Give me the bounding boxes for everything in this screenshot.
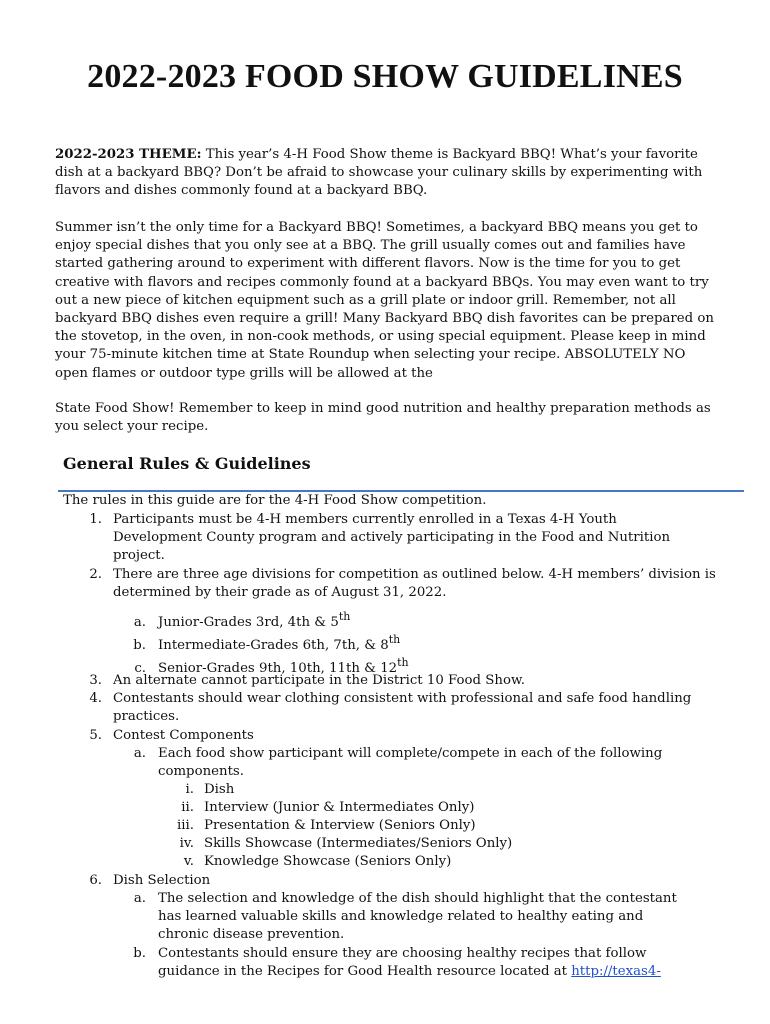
rule-6a-line-1: The selection and knowledge of the dish should highlight that the contestant xyxy=(158,891,677,906)
rule-6b-line-2 xyxy=(158,963,661,981)
theme-text: This year’s 4-H Food Show theme is Backyard BBQ! What’s your favorite dish at a backyard BBQ? Don’t be afraid to showcase your culinary skills by experimenting with flavors and dishes commonly found at a backyard BBQ. xyxy=(55,147,703,199)
component-i-numeral: i. xyxy=(185,782,194,797)
component-skills-showcase: Skills Showcase (Intermediates/Seniors Only) xyxy=(204,836,513,851)
component-interview: Interview (Junior & Intermediates Only) xyxy=(204,800,475,815)
component-iv-numeral: iv. xyxy=(179,836,194,851)
rule-6a-letter: a. xyxy=(133,891,146,906)
rule-6b-letter: b. xyxy=(133,946,146,961)
rule-5-text: Contest Components xyxy=(113,728,254,743)
division-intermediate xyxy=(158,633,401,655)
division-junior-sup: th xyxy=(338,610,351,623)
intro-paragraph-3: State Food Show! Remember to keep in mind good nutrition and healthy preparation methods as you select your recipe. xyxy=(55,401,711,435)
rule-2-line-1: There are three age divisions for competition as outlined below. 4-H members’ division is xyxy=(113,567,716,582)
division-intermediate-text: Intermediate-Grades 6th, 7th, & 8 xyxy=(158,638,389,653)
division-b-letter: b. xyxy=(133,638,146,653)
rule-5a-line-2: components. xyxy=(158,764,244,779)
rule-3-number: 3. xyxy=(89,673,102,688)
rule-4-number: 4. xyxy=(89,691,102,706)
division-senior-text: Senior-Grades 9th, 10th, 11th & 12 xyxy=(158,661,398,676)
division-senior-sup: th xyxy=(397,656,409,669)
rule-4-line-2: practices. xyxy=(113,709,180,724)
rule-6-number: 6. xyxy=(89,873,102,888)
rule-2-number: 2. xyxy=(89,567,102,582)
rule-5a-letter: a. xyxy=(133,746,146,761)
component-presentation: Presentation & Interview (Seniors Only) xyxy=(204,818,476,833)
section-lead: The rules in this guide are for the 4-H Food Show competition. xyxy=(63,493,487,508)
rule-2-line-2: determined by their grade as of August 31, 2022. xyxy=(113,585,447,600)
theme-label: 2022-2023 THEME: xyxy=(55,147,202,162)
rule-1-line-1: Participants must be 4-H members currently enrolled in a Texas 4-H Youth xyxy=(113,512,617,527)
division-intermediate-sup: th xyxy=(388,633,401,646)
rule-1-line-2: Development County program and actively participating in the Food and Nutrition xyxy=(113,530,671,545)
division-junior xyxy=(158,610,351,632)
intro-paragraph-2: Summer isn’t the only time for a Backyard BBQ! Sometimes, a backyard BBQ means you get to enjoy special dishes that you only see at a BBQ. The grill usually comes out and families have started gathering around to experiment with different flavors. Now is the time for you to get creative with flavors and recipes commonly found at a backyard BBQs. You may even want to try out a new piece of kitchen equipment such as a grill plate or indoor grill. Remember, not all backyard BBQ dishes even require a grill! Many Backyard BBQ dish favorites can be prepared on the stovetop, in the oven, in non-cook methods, or using special equipment. Please keep in mind your 75-minute kitchen time at State Roundup when selecting your recipe. ABSOLUTELY NO open flames or outdoor type grills will be allowed at the xyxy=(55,220,714,381)
rule-1-line-3: project. xyxy=(113,548,165,563)
component-iii-numeral: iii. xyxy=(177,818,194,833)
recipes-link[interactable]: http://texas4- xyxy=(571,964,661,979)
division-a-letter: a. xyxy=(133,615,146,630)
theme-paragraph xyxy=(55,146,720,201)
rule-3-text: An alternate cannot participate in the District 10 Food Show. xyxy=(113,673,525,688)
rule-6b-line-1: Contestants should ensure they are choosing healthy recipes that follow xyxy=(158,946,647,961)
division-junior-text: Junior-Grades 3rd, 4th & 5 xyxy=(158,615,339,630)
component-v-numeral: v. xyxy=(183,854,194,869)
rule-6a-line-3: chronic disease prevention. xyxy=(158,927,345,942)
rule-6-text: Dish Selection xyxy=(113,873,211,888)
component-knowledge-showcase: Knowledge Showcase (Seniors Only) xyxy=(204,854,452,869)
rule-4-line-1: Contestants should wear clothing consistent with professional and safe food handling xyxy=(113,691,692,706)
rule-5-number: 5. xyxy=(89,728,102,743)
rule-1-number: 1. xyxy=(89,512,102,527)
component-dish: Dish xyxy=(204,782,235,797)
rule-5a-line-1: Each food show participant will complete/compete in each of the following xyxy=(158,746,663,761)
page-title: 2022-2023 FOOD SHOW GUIDELINES xyxy=(87,58,683,95)
rule-6b-line-2-text: guidance in the Recipes for Good Health resource located at xyxy=(158,964,572,979)
section-heading: General Rules & Guidelines xyxy=(63,454,311,473)
component-ii-numeral: ii. xyxy=(181,800,194,815)
division-c-letter: c. xyxy=(134,661,146,676)
rule-6a-line-2: has learned valuable skills and knowledge related to healthy eating and xyxy=(158,909,644,924)
